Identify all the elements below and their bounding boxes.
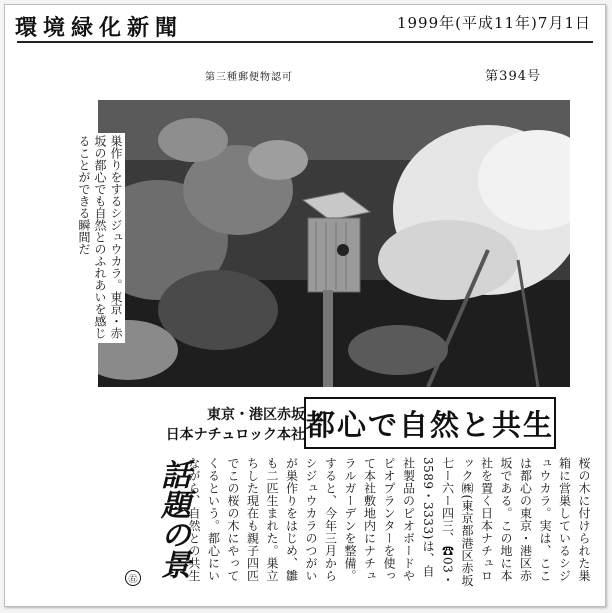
masthead-rule bbox=[17, 41, 593, 43]
location-line: 東京・港区赤坂 bbox=[207, 407, 305, 423]
column-title: 話題の景 bbox=[155, 459, 190, 579]
masthead bbox=[5, 5, 605, 45]
article-photo bbox=[98, 100, 570, 387]
location-line: 日本ナチュロック本社 bbox=[165, 427, 305, 443]
issue-date: 1999年(平成11年)7月1日 bbox=[396, 14, 591, 32]
headline-box bbox=[304, 397, 556, 449]
article-body: 桜の木に付けられた巣箱に営巣しているシジュウカラ。実は、ここは都心の東京・港区赤坂である。この地に本社を置く日本ナチュロック㈱(東京都港区赤坂七ー六ー四三、☎03・3589・3333)は、自社製品のピオボードやピオプランターを使って本社敷地内にナチュラルガーデンを整備。すると、今年三月からシジュウカラのつがいが巣作りをはじめ、雛も二匹生まれた。巣立ちした現在も親子四匹でこの桜の木にやってくるという。都心にいながら、自然との共生 bbox=[187, 457, 591, 588]
photo-illustration bbox=[98, 100, 570, 387]
article-location bbox=[145, 405, 305, 445]
headline: 都心で自然と共生 bbox=[306, 407, 555, 442]
column-mark: ㊨ bbox=[125, 570, 141, 586]
photo-caption: 巣作りをするシジュウカラ。東京・赤坂の都心でも自然とのふれあいを感じることができる瞬間だ bbox=[81, 133, 125, 343]
issue-number: 第394号 bbox=[485, 69, 541, 84]
newspaper-clipping bbox=[4, 4, 606, 607]
newspaper-title: 環境緑化新聞 bbox=[15, 15, 184, 41]
postal-permit: 第三種郵便物認可 bbox=[205, 72, 293, 83]
